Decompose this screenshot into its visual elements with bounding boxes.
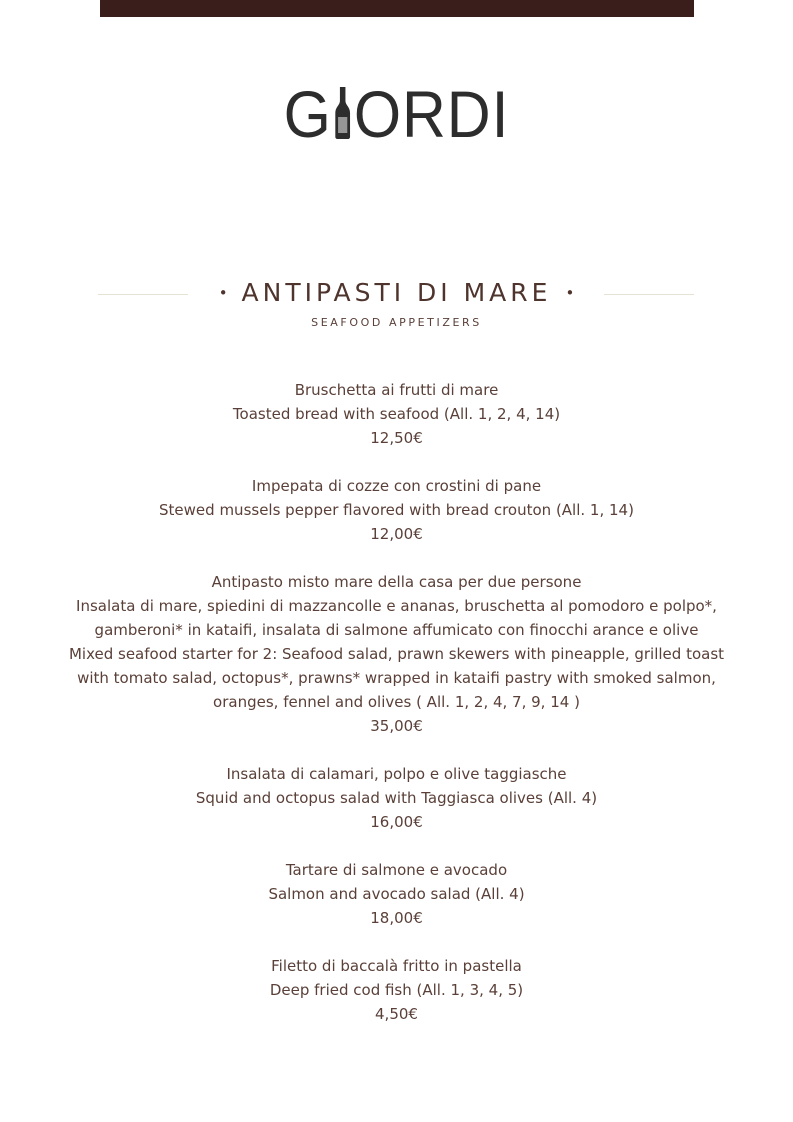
item-line: Mixed seafood starter for 2: Seafood salad, prawn skewers with pineapple, grilled toast xyxy=(68,645,725,663)
item-line: Tartare di salmone e avocado xyxy=(285,861,508,879)
item-line: Insalata di mare, spiedini di mazzancolle e ananas, bruschetta al pomodoro e polpo*, xyxy=(76,597,717,615)
logo-text-end: ORDI xyxy=(353,77,510,151)
menu-item xyxy=(40,570,753,738)
item-price: 16,00€ xyxy=(370,813,423,831)
giordi-logo xyxy=(32,76,762,152)
logo-text-start: G xyxy=(283,77,332,151)
section-header xyxy=(0,278,793,318)
section-subtitle: SEAFOOD APPETIZERS xyxy=(311,316,482,329)
menu-item xyxy=(40,762,753,834)
item-line: Impepata di cozze con crostini di pane xyxy=(251,477,542,495)
menu-list xyxy=(40,378,753,1050)
item-price: 12,50€ xyxy=(370,429,423,447)
section-title xyxy=(0,278,793,307)
menu-item xyxy=(40,954,753,1026)
item-line: Antipasto misto mare della casa per due persone xyxy=(211,573,582,591)
item-line: Toasted bread with seafood (All. 1, 2, 4, 14) xyxy=(232,405,561,423)
menu-item xyxy=(40,858,753,930)
item-line: Salmon and avocado salad (All. 4) xyxy=(268,885,525,903)
item-line: Bruschetta ai frutti di mare xyxy=(294,381,499,399)
item-line: oranges, fennel and olives ( All. 1, 2, 4, 7, 9, 14 ) xyxy=(213,693,580,711)
item-line: Insalata di calamari, polpo e olive taggiasche xyxy=(226,765,567,783)
item-line: Deep fried cod fish (All. 1, 3, 4, 5) xyxy=(269,981,524,999)
menu-item xyxy=(40,378,753,450)
item-line: Squid and octopus salad with Taggiasca olives (All. 4) xyxy=(195,789,598,807)
item-price: 18,00€ xyxy=(370,909,423,927)
item-price: 35,00€ xyxy=(370,717,423,735)
bullet-right: • xyxy=(565,284,575,302)
wine-bottle-icon xyxy=(335,78,352,130)
item-line: Stewed mussels pepper flavored with bread crouton (All. 1, 14) xyxy=(159,501,634,519)
item-line: gamberoni* in kataifi, insalata di salmone affumicato con finocchi arance e olive xyxy=(94,621,699,639)
item-price: 12,00€ xyxy=(370,525,423,543)
item-line: Filetto di baccalà fritto in pastella xyxy=(271,957,522,975)
bullet-left: • xyxy=(218,284,228,302)
section-title-text: ANTIPASTI DI MARE xyxy=(241,278,552,307)
top-header-bar xyxy=(100,0,694,17)
item-line: with tomato salad, octopus*, prawns* wrapped in kataifi pastry with smoked salmon, xyxy=(77,669,716,687)
menu-item xyxy=(40,474,753,546)
item-price: 4,50€ xyxy=(375,1005,418,1023)
